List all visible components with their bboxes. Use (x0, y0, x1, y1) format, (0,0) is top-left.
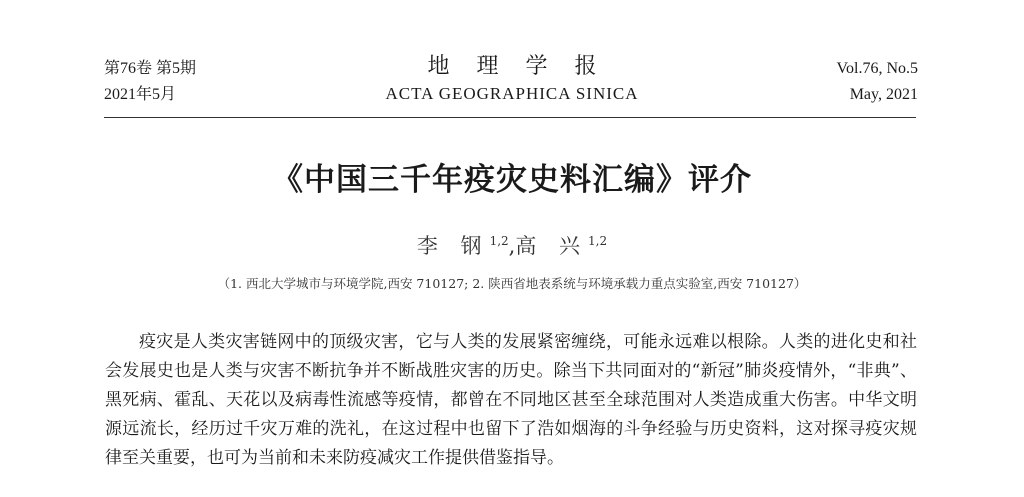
author-name: 李 钢 (416, 234, 490, 258)
author-separator: , (508, 234, 516, 258)
date-cn: 2021年5月 (104, 86, 177, 103)
author-name: 高 兴 (515, 234, 589, 258)
date-en: May, 2021 (849, 86, 918, 103)
affiliations: （1. 西北大学城市与环境学院,西安 710127; 2. 陕西省地表系统与环境承载力重点实验室,西安 710127） (217, 276, 807, 291)
body-paragraph: 疫灾是人类灾害链网中的顶级灾害，它与人类的发展紧密缠绕，可能永远难以根除。人类的进化史和社会发展史也是人类与灾害不断抗争并不断战胜灾害的历史。除当下共同面对的“新冠”肺炎疫情外，“非典”、黑死病、霍乱、天花以及病毒性流感等疫情，都曾在不同地区甚至全球范围对人类造成重大伤害。中华文明源远流长，经历过千灾万难的洗礼，在这过程中也留下了浩如烟海的斗争经验与历史资料，这对探寻疫灾规律至关重要，也可为当前和未来防疫减灾工作提供借鉴指导。 (105, 332, 917, 468)
author-line (0, 232, 1024, 260)
volume-issue-cn: 第76卷 第5期 (104, 60, 197, 77)
author-affil-mark: 1,2 (588, 234, 608, 248)
journal-name-en: ACTA GEOGRAPHICA SINICA (385, 84, 639, 103)
header-divider (104, 117, 916, 118)
header-right-block (837, 56, 919, 108)
article-title: 《中国三千年疫灾史料汇编》评介 (272, 162, 752, 198)
author-affil-mark: 1,2 (489, 234, 509, 248)
journal-header (0, 0, 1024, 120)
volume-issue-en: Vol.76, No.5 (836, 60, 918, 77)
journal-name-cn: 地 理 学 报 (427, 54, 607, 79)
